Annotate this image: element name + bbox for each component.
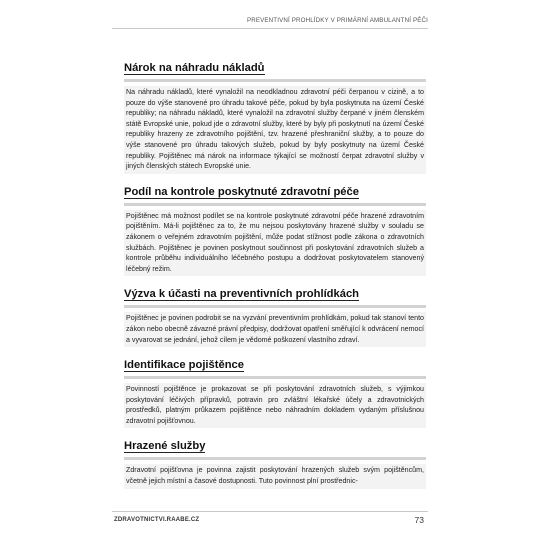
section-vyzva-k-ucasti [124, 287, 426, 347]
section-identifikace-pojistence [124, 358, 426, 428]
section-text: Na náhradu nákladů, které vynaložil na neodkladnou zdravotní péči čerpanou v cizině, a to pouze do výše stanovené pro úhradu takové péče, pokud by byla poskytnuta na území České republiky; na náhradu nákladů, které vynaložil na zdravotní služby čerpané v jiném členském státě Evropské unie, pokud jde o zdravotní služby, které by byly při poskytnutí na území České republiky hrazeny ze zdravotního pojištění, tzv. hrazené přeshraniční služby, a to pouze do výše stanovené pro úhradu takových služeb, pokud by byly poskytnuty na území České republiky. Pojištěnec má nárok na informace týkající se možností čerpat zdravotní služby v jiných členských státech Evropské unie. [124, 86, 426, 174]
page-footer [112, 511, 428, 528]
section-text: Povinností pojištěnce je prokazovat se při poskytování zdravotních služeb, s výjimkou poskytování léčivých přípravků, potravin pro zvláštní lékařské účely a zdravotnických prostředků, platným průkazem pojištěnce nebo náhradním dokladem vydaným příslušnou zdravotní pojišťovnou. [124, 383, 426, 428]
heading-rule [124, 79, 426, 82]
heading-rule [124, 376, 426, 379]
page-number: 73 [414, 515, 424, 525]
section-heading: Hrazené služby [124, 440, 206, 453]
heading-rule [124, 305, 426, 308]
heading-rule [124, 457, 426, 460]
section-hrazene-sluzby [124, 439, 426, 488]
section-text: Pojištěnec má možnost podílet se na kontrole poskytnuté zdravotní péče hrazené zdravotním pojištěním. Má-li pojištěnec za to, že mu nejsou poskytovány hrazené služby v souladu se zákonem o veřejném zdravotním pojištění, může podat stížnost podle zákona o zdravotních službách. Pojištěnec je povinen poskytnout součinnost při poskytování zdravotních služeb a kontrole průběhu individuálního léčebného postupu a dodržovat poskytovatelem stanovený léčebný režim. [124, 210, 426, 277]
section-text: Zdravotní pojišťovna je povinna zajistit poskytování hrazených služeb svým pojištěncům, včetně jejich místní a časové dostupnosti. Tuto povinnost plní prostřednic- [124, 464, 426, 488]
book-page [112, 14, 428, 528]
section-heading: Nárok na náhradu nákladů [124, 62, 265, 74]
page-content [124, 61, 426, 500]
footer-website: ZDRAVOTNICTVI.RAABE.CZ [114, 517, 200, 523]
section-text: Pojištěnec je povinen podrobit se na vyzvání preventivním prohlídkám, pokud tak stanoví tento zákon nebo obecně závazné právní předpisy, dodržovat opatření směřující k odvrácení nemocí a vyvarovat se jednání, jehož cílem je vědomé poškození vlastního zdraví. [124, 312, 426, 347]
section-naroku-na-nahradu [124, 61, 426, 174]
running-header: PREVENTIVNÍ PROHLÍDKY V PRIMÁRNÍ AMBULANTNÍ PÉČI [112, 14, 428, 29]
section-podil-na-kontrole [124, 185, 426, 277]
section-heading: Výzva k účasti na preventivních prohlídkách [124, 288, 360, 301]
heading-rule [124, 203, 426, 206]
section-heading: Podíl na kontrole poskytnuté zdravotní péče [124, 185, 359, 198]
section-heading: Identifikace pojištěnce [124, 359, 244, 372]
